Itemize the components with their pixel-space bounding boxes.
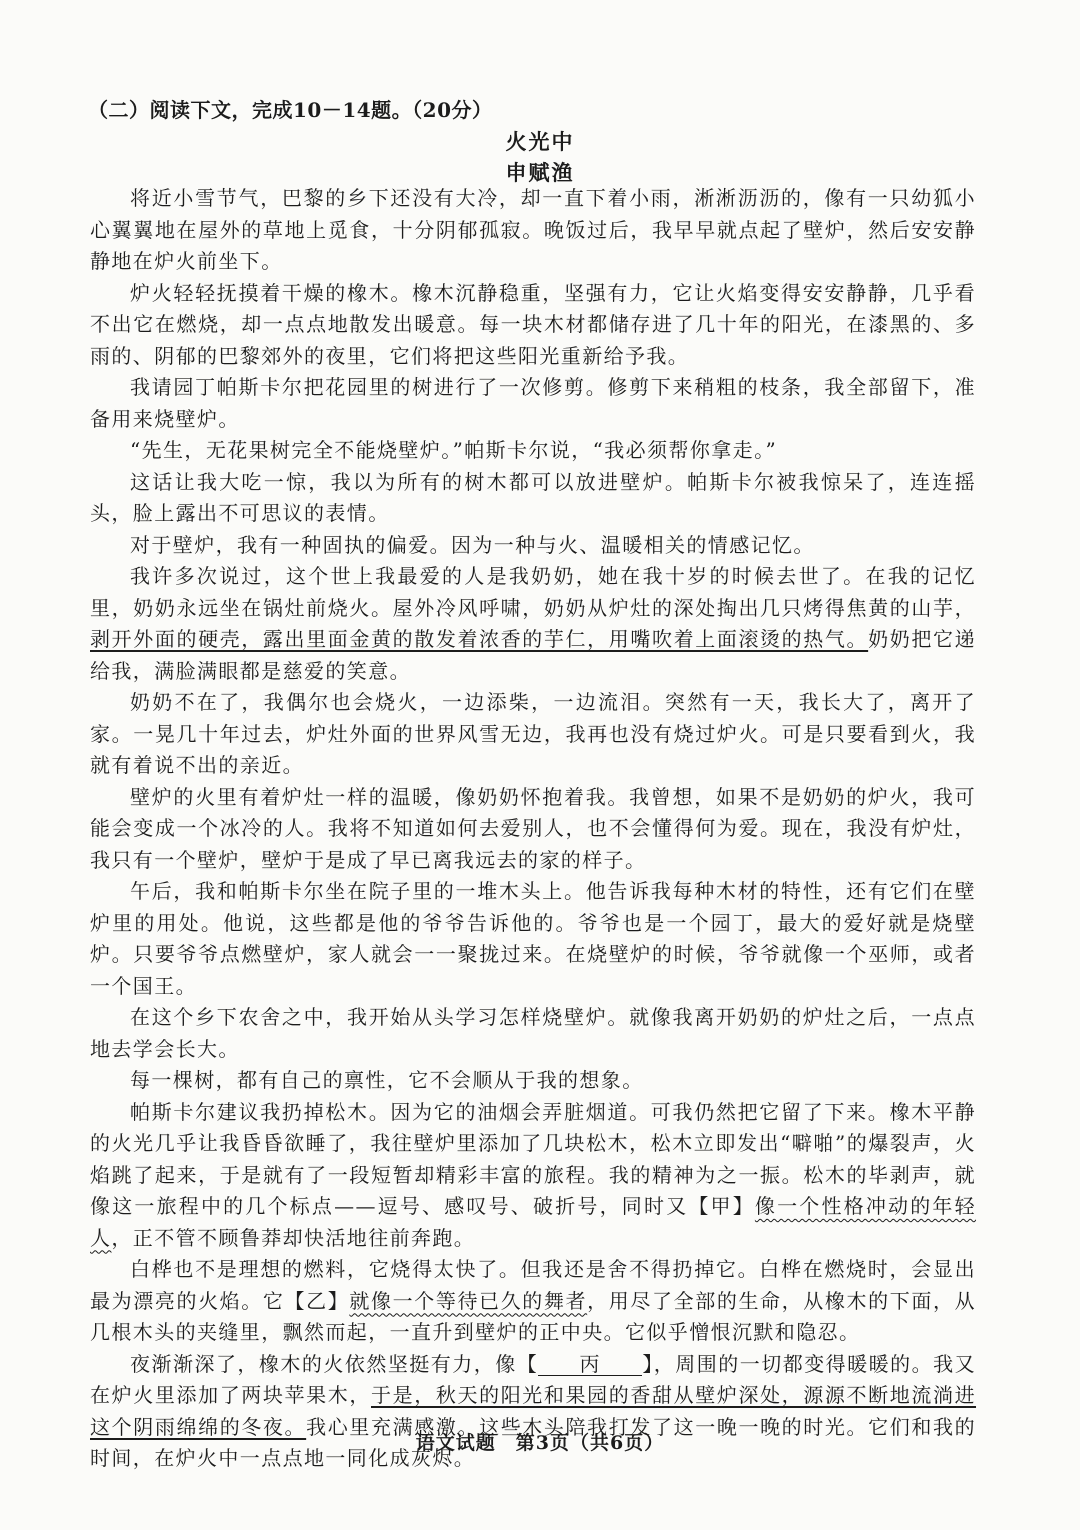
paragraph-10: 午后，我和帕斯卡尔坐在院子里的一堆木头上。他告诉我每种木材的特性，还有它们在壁炉里的用处。他说，这些都是他的爷爷告诉他的。爷爷也是一个园丁，最大的爱好就是烧壁炉。只要爷爷点燃壁炉，家人就会一一聚拢过来。在烧壁炉的时候，爷爷就像一个巫师，或者一个国王。: [90, 879, 976, 998]
story-author: 申赋渔: [505, 160, 575, 185]
paragraph-4: “先生，无花果树完全不能烧壁炉。”帕斯卡尔说，“我必须帮你拿走。”: [130, 438, 778, 462]
story-body: [90, 183, 976, 1475]
wavy-underline-jia: 像一个性格冲动的年轻人: [90, 1194, 977, 1250]
paragraph-8: 奶奶不在了，我偶尔也会烧火，一边添柴，一边流泪。突然有一天，我长大了，离开了家。一晃几十年过去，炉灶外面的世界风雪无边，我再也没有烧过炉火。可是只要看到火，我就有着说不出的亲近。: [90, 690, 976, 777]
paragraph-11: 在这个乡下农舍之中，我开始从头学习怎样烧壁炉。就像我离开奶奶的炉灶之后，一点点地去学会长大。: [90, 1005, 976, 1061]
underlined-sentence-applewood: 于是，秋天的阳光和果园的香甜从壁炉深处，源源不断地流淌进这个阴雨绵绵的冬夜。: [90, 1383, 977, 1439]
paragraph-14-text-end: ，用尽了全部的生命，从橡木的下面，从几根木头的夹缝里，飘然而起，一直升到壁炉的正中央。它似乎憎恨沉默和隐忍。: [90, 1288, 976, 1344]
paragraph-7: [90, 561, 976, 687]
wavy-underline-yi: 就像一个等待已久的舞者: [349, 1288, 588, 1313]
section-heading: （二）阅读下文，完成10－14题。（20分）: [88, 98, 493, 122]
paragraph-3: 我请园丁帕斯卡尔把花园里的树进行了一次修剪。修剪下来稍粗的枝条，我全部留下，准备用来烧壁炉。: [90, 375, 976, 431]
paragraph-12: 每一棵树，都有自己的禀性，它不会顺从于我的想象。: [130, 1068, 644, 1092]
story-title: 火光中: [505, 129, 575, 154]
paragraph-15-text-mid: 】，周围的一切都变得暖暖的。我又在炉火里添加了两块苹果木，: [90, 1351, 976, 1407]
paragraph-7-text-end: 奶奶把它递给我，满脸满眼都是慈爱的笑意。: [90, 627, 976, 683]
paragraph-13: [90, 1097, 976, 1255]
paragraph-5: 这话让我大吃一惊，我以为所有的树木都可以放进壁炉。帕斯卡尔被我惊呆了，连连摇头，脸上露出不可思议的表情。: [90, 469, 976, 525]
paragraph-15-text-end: 我心里充满感激。这些木头陪我打发了这一晚一晚的时光。它们和我的时间，在炉火中一点点地一同化成灰烬。: [90, 1414, 977, 1470]
paragraph-13-text: 帕斯卡尔建议我扔掉松木。因为它的油烟会弄脏烟道。可我仍然把它留了下来。橡木平静的火光几乎让我昏昏欲睡了，我往壁炉里添加了几块松木，松木立即发出“噼啪”的爆裂声，火焰跳了起来，于是就有了一段短暂却精彩丰富的旅程。我的精神为之一振。松木的毕剥声，就像这一旅程中的几个标点——逗号、感叹号、破折号，同时又【甲】: [90, 1099, 976, 1218]
paragraph-13-text-end: ，正不管不顾鲁莽却快活地往前奔跑。: [111, 1225, 476, 1250]
paragraph-7-text: 我许多次说过，这个世上我最爱的人是我奶奶，她在我十岁的时候去世了。在我的记忆里，奶奶永远坐在锅灶前烧火。屋外冷风呼啸，奶奶从炉灶的深处掏出几只烤得焦黄的山芋，: [90, 564, 976, 620]
paragraph-2: 炉火轻轻抚摸着干燥的橡木。橡木沉静稳重，坚强有力，它让火焰变得安安静静，几乎看不出它在燃烧，却一点点地散发出暖意。每一块木材都储存进了几十年的阳光，在漆黑的、多雨的、阴郁的巴黎郊外的夜里，它们将把这些阳光重新给予我。: [90, 280, 976, 368]
paragraph-1: 将近小雪节气，巴黎的乡下还没有大冷，却一直下着小雨，淅淅沥沥的，像有一只幼狐小心翼翼地在屋外的草地上觅食，十分阴郁孤寂。晚饭过后，我早早就点起了壁炉，然后安安静静地在炉火前坐下。: [90, 186, 976, 273]
underlined-sentence-grandma: 剥开外面的硬壳，露出里面金黄的散发着浓香的芋仁，用嘴吹着上面滚烫的热气。: [90, 627, 869, 651]
paragraph-6: 对于壁炉，我有一种固执的偏爱。因为一种与火、温暖相关的情感记忆。: [130, 532, 815, 557]
paragraph-14: [90, 1254, 976, 1349]
paragraph-15-text: 夜渐渐深了，橡木的火依然坚挺有力，像【: [130, 1351, 539, 1376]
paragraph-9: 壁炉的火里有着炉灶一样的温暖，像奶奶怀抱着我。我曾想，如果不是奶奶的炉火，我可能会变成一个冰冷的人。我将不知道如何去爱别人，也不会懂得何为爱。现在，我没有炉灶，我只有一个壁炉，壁炉于是成了早已离我远去的家的样子。: [90, 784, 976, 872]
fill-blank-bing: 丙: [538, 1353, 642, 1376]
page-footer: 语文试题 第3页（共6页）: [415, 1432, 665, 1454]
paragraph-15: [90, 1349, 976, 1475]
paragraph-14-text: 白桦也不是理想的燃料，它烧得太快了。但我还是舍不得扔掉它。白桦在燃烧时，会显出最为漂亮的火焰。它【乙】: [90, 1257, 976, 1313]
